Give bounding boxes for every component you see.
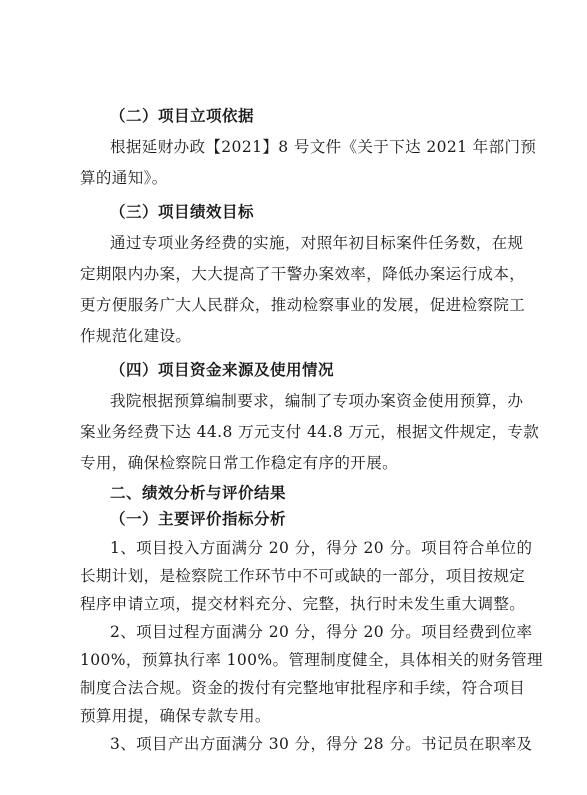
paragraph-line: 制度合法合规。资金的拨付有完整地审批程序和手续，符合项目 xyxy=(80,679,526,697)
paragraph-line: 预算用提，确保专款专用。 xyxy=(80,707,271,725)
paragraph-line: 作规范化建设。 xyxy=(80,327,192,345)
paragraph-line: 2、项目过程方面满分 20 分，得分 20 分。项目经费到位率 xyxy=(110,623,533,641)
paragraph-line: 根据延财办政【2021】8 号文件《关于下达 2021 年部门预 xyxy=(110,138,537,156)
part-heading-performance-analysis: 二、绩效分析与评价结果 xyxy=(110,484,287,502)
paragraph-line: 1、项目投入方面满分 20 分，得分 20 分。项目符合单位的 xyxy=(110,539,533,557)
paragraph-line: 程序申请立项，提交材料充分、完整，执行时未发生重大调整。 xyxy=(80,595,526,613)
paragraph-line: 3、项目产出方面满分 30 分，得分 28 分。书记员在职率及 xyxy=(110,735,533,753)
section-heading-indicator-analysis: （一）主要评价指标分析 xyxy=(110,510,287,528)
paragraph-line: 定期限内办案，大大提高了干警办案效率，降低办案运行成本， xyxy=(80,265,526,283)
section-heading-project-basis: （二）项目立项依据 xyxy=(110,107,255,125)
paragraph-line: 更方便服务广大人民群众，推动检察事业的发展，促进检察院工 xyxy=(80,296,526,314)
section-heading-performance-goals: （三）项目绩效目标 xyxy=(110,203,255,221)
paragraph-line: 我院根据预算编制要求，编制了专项办案资金使用预算，办 xyxy=(110,392,524,410)
paragraph-line: 算的通知》。 xyxy=(80,169,168,187)
section-heading-funding-source: （四）项目资金来源及使用情况 xyxy=(110,361,335,379)
paragraph-line: 100%，预算执行率 100%。管理制度健全，具体相关的财务管理 xyxy=(80,651,543,669)
paragraph-line: 案业务经费下达 44.8 万元支付 44.8 万元，根据文件规定，专款 xyxy=(80,423,540,441)
paragraph-line: 通过专项业务经费的实施，对照年初目标案件任务数，在规 xyxy=(110,234,524,252)
paragraph-line: 专用，确保检察院日常工作稳定有序的开展。 xyxy=(80,454,399,472)
paragraph-line: 长期计划，是检察院工作环节中不可或缺的一部分，项目按规定 xyxy=(80,567,526,585)
